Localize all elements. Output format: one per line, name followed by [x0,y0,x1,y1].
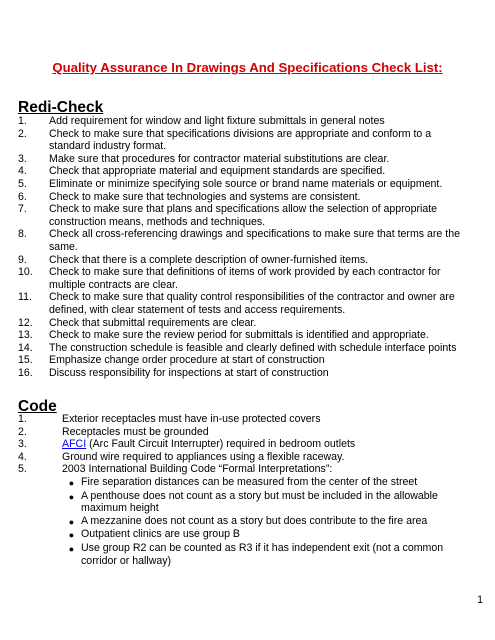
list-item [18,165,480,178]
item-number: 4. [18,165,27,178]
list-item [18,191,480,204]
item-number: 10. [18,266,33,279]
item-text: Check to make sure the review period for submittals is identified and appropriate. [49,329,429,342]
bullet-item [62,476,472,490]
list-item [18,115,480,128]
bullet-item [62,542,472,567]
list-item [18,266,480,291]
bullet-icon: ● [68,477,75,488]
bullet-icon: ● [68,516,75,527]
list-item [18,463,480,567]
item-number: 9. [18,253,27,266]
item-number: 2. [18,127,27,140]
list-item [18,342,480,355]
item-text: Check to make sure that specifications divisions are appropriate and conform to a standard industry format. [49,127,432,153]
item-text-with-link [62,438,480,451]
list-item [18,254,480,267]
item-text: Eliminate or minimize specifying sole source or brand name materials or equipment. [49,177,443,190]
item-text: Make sure that procedures for contractor material substitutions are clear. [49,152,390,165]
item-text: Receptacles must be grounded [62,425,209,438]
item-text: Ground wire required to appliances using a flexible raceway. [62,450,345,463]
list-item [18,354,480,367]
afci-link[interactable]: AFCI [62,438,87,451]
bullet-icon: ● [68,543,75,554]
list-item [18,413,480,426]
item-body [62,463,480,567]
list-item [18,451,480,464]
bullet-text: A mezzanine does not count as a story but does contribute to the fire area [81,514,428,527]
item-text: Add requirement for window and light fixture submittals in general notes [49,115,385,127]
item-text: Check all cross-referencing drawings and specifications to make sure that terms are the same. [49,228,460,253]
item-number: 14. [18,341,33,354]
redi-check-heading: Redi-Check [18,99,104,116]
list-item [18,203,480,228]
item-number: 12. [18,316,33,329]
item-number: 3. [18,438,27,451]
item-number: 1. [18,115,27,127]
list-item [18,438,480,451]
bullet-text: Outpatient clinics are use group B [81,528,240,541]
list-item [18,367,480,380]
item-number: 13. [18,329,33,342]
item-number: 2. [18,425,27,438]
item-text: Check that there is a complete description of owner-furnished items. [49,253,369,266]
item-text: Check to make sure that technologies and systems are consistent. [49,190,361,203]
item-number: 15. [18,354,33,367]
item-number: 11. [18,291,32,304]
list-item [18,426,480,439]
item-text: Check to make sure that definitions of items of work provided by each contractor for multiple contracts are clear. [49,266,441,291]
bullet-item [62,490,472,515]
code-heading: Code [18,398,57,415]
item-text: Check to make sure that plans and specifications allow the selection of appropriate construction means, methods and techniques. [49,203,438,228]
bullet-icon: ● [68,530,75,541]
item-text: Emphasize change order procedure at start of construction [49,354,325,367]
code-list [18,413,480,567]
redi-check-list [18,115,480,379]
item-number: 1. [18,413,27,425]
list-item [18,317,480,330]
list-item [18,329,480,342]
item-text: Exterior receptacles must have in-use protected covers [62,413,321,425]
item-number: 5. [18,177,27,190]
interpretations-list [62,476,472,567]
item-text: 2003 International Building Code “Formal Interpretations”: [62,463,333,476]
item-number: 3. [18,152,27,165]
item-text: The construction schedule is feasible and clearly defined with schedule interface points [49,341,457,354]
page-number: 1 [477,594,483,606]
item-number: 16. [18,366,33,379]
item-number: 5. [18,463,27,476]
bullet-text: Use group R2 can be counted as R3 if it has independent exit (not a common corridor or hallway) [81,541,444,567]
item-number: 7. [18,203,27,216]
item-number: 8. [18,228,27,241]
item-text: (Arc Fault Circuit Interrupter) required in bedroom outlets [86,438,356,451]
list-item [18,128,480,153]
list-item [18,228,480,253]
bullet-item [62,528,472,542]
item-text: Discuss responsibility for inspections at start of construction [49,366,329,379]
list-item [18,178,480,191]
bullet-icon: ● [68,491,75,502]
document-title: Quality Assurance In Drawings And Specifications Check List: [52,60,443,75]
list-item [18,291,480,316]
list-item [18,153,480,166]
bullet-text: Fire separation distances can be measured from the center of the street [81,475,418,488]
item-text: Check that appropriate material and equipment standards are specified. [49,165,386,178]
item-text: Check that submittal requirements are clear. [49,316,257,329]
bullet-item [62,515,472,529]
item-number: 4. [18,450,27,463]
bullet-text: A penthouse does not count as a story but must be included in the allowable maximum height [81,489,438,515]
item-text: Check to make sure that quality control responsibilities of the contractor and owner are defined, with clear statement of tests and access requirements. [49,291,455,316]
item-number: 6. [18,190,27,203]
